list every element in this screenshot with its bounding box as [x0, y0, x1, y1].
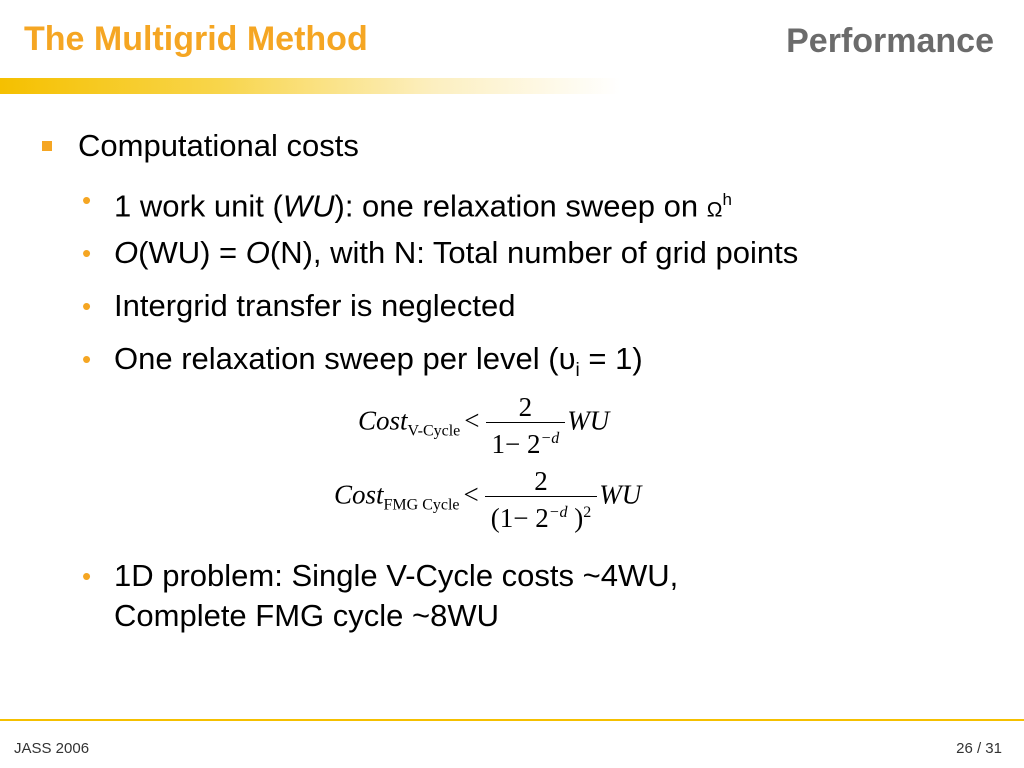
bullet-1d-problem: 1D problem: Single V-Cycle costs ~4WU, Complete FMG cycle ~8WU [114, 558, 679, 633]
footer-conference: JASS 2006 [14, 740, 90, 757]
bullet-relaxation: One relaxation sweep per level $(\upsilon_i = 1)$ [114, 341, 643, 382]
bullet-work-unit: 1 work unit (WU): one relaxation sweep on $\Omega^h$ [114, 188, 732, 224]
bullet-order: O(WU) = O(N), with N: Total number of grid points [114, 235, 799, 270]
fraction: $\frac{2}{1- 2^{-d}}$ [486, 392, 566, 460]
section-title: Performance [786, 22, 994, 60]
fraction: $\frac{2}{(1- 2^{-d} )^2}$ [485, 466, 598, 534]
dot-bullet-icon: • [82, 185, 92, 215]
formula-v-cycle: CostV-Cycle < $\frac{2}{1- 2^{-d}}$ WU [358, 392, 610, 459]
square-bullet-icon [42, 141, 52, 151]
header-gradient-rule [0, 78, 620, 94]
dot-bullet-icon: • [82, 238, 92, 268]
omega-symbol: Ω [706, 198, 723, 222]
heading-computational-costs: Computational costs [78, 128, 359, 163]
dot-bullet-icon: • [82, 344, 92, 374]
footer-page-number: 26 / 31 [956, 740, 1002, 757]
formula-fmg-cycle: CostFMG Cycle < $\frac{2}{(1- 2^{-d} )^2}$ WU [334, 466, 642, 533]
footer-rule [0, 719, 1024, 721]
bullet-intergrid: Intergrid transfer is neglected [114, 288, 516, 323]
slide-title: The Multigrid Method [24, 20, 368, 58]
dot-bullet-icon: • [82, 561, 92, 591]
dot-bullet-icon: • [82, 291, 92, 321]
